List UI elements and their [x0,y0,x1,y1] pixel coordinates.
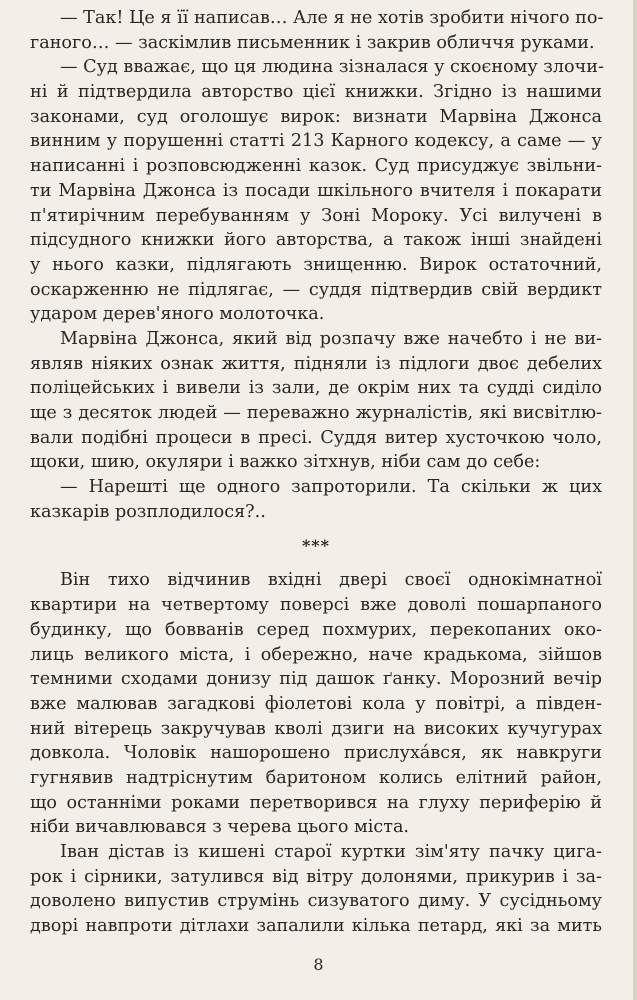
text-line: ще з десяток людей — переважно журналістів, які висвітлю- [30,403,602,423]
text-line: п'ятирічним перебуванням у Зоні Мороку. Усі вилучені в [30,205,602,226]
text-line: лиць великого міста, і обережно, наче крадькома, зійшов [30,644,602,665]
text-line: рок і сірники, затулився від вітру долонями, прикурив і за- [30,866,602,887]
text-line: підсудного книжки його авторства, а також інші знайдені [30,230,602,251]
text-line: ганого… — заскімлив письменник і закрив обличчя руками. [30,32,595,53]
text-line: вже малював загадкові фіолетові кола у повітрі, а півден- [30,693,602,714]
text-line: написанні і розповсюдженні казок. Суд присуджує звільни- [30,156,602,177]
text-line: ніби вичавлювався з черева цього міста. [30,817,410,838]
text-line: законами, суд оголошує вирок: визнати Марвіна Джонса [30,106,602,127]
text-line: ти Марвіна Джонса із посади шкільного вчителя і покарати [30,180,602,201]
text-line: Він тихо відчинив вхідні двері своєї однокімнатної [60,570,602,591]
text-line: ударом дерев'яного молоточка. [30,304,325,325]
page-number: 8 [313,955,324,974]
text-line: винним у порушенні статті 213 Карного кодексу, а саме — у [30,131,602,152]
text-line: щоки, шию, окуляри і важко зітхнув, ніби сам до себе: [30,452,541,473]
text-line: доволено випустив струмінь сизуватого диму. У сусідньому [30,891,602,912]
text-block-court-scene [30,6,602,524]
text-line: довкола. Чоловік нашорошено прислухáвся, як навкруги [30,743,602,764]
gap [30,524,602,531]
text-line: вали подібні процеси в пресі. Суддя витер хусточкою чоло, [30,427,602,448]
page-edge [633,0,637,1000]
text-line: Марвіна Джонса, який від розпачу вже начебто і не ви- [60,328,602,349]
text-line: поліцейських і вивели із зали, де окрім них та судді сиділо [30,378,602,399]
text-line: казкарів розплодилося?.. [30,501,266,522]
section-separator: *** [301,536,331,556]
text-line: квартири на четвертому поверсі вже доволі пошарпаного [30,595,602,616]
text-line: ні й підтвердила авторство цієї книжки. Згідно із нашими [30,82,602,103]
text-line: оскарженню не підлягає, — суддя підтвердив свій вердикт [30,279,602,300]
text-line: будинку, що бовванів серед похмурих, перекопаних око- [30,619,602,640]
text-block-ivan-scene [30,568,602,938]
page-text [30,6,602,939]
text-line: темними сходами донизу під дашок ґанку. Морозний вечір [30,669,602,690]
text-line: у нього казки, підлягають знищенню. Вирок остаточний, [30,254,602,275]
text-line: що останніми роками перетворився на глуху периферію й [30,792,602,813]
text-line: — Нарешті ще одного запроторили. Та скільки ж цих [60,477,602,498]
text-line: — Суд вважає, що ця людина зізналася у скоєному злочи- [60,57,604,78]
text-line: — Так! Це я її написав… Але я не хотів зробити нічого по- [60,8,604,28]
text-line: гугнявив надтріснутим баритоном колись елітний район, [30,767,602,788]
text-line: являв ніяких ознак життя, підняли із підлоги двоє дебелих [30,353,602,374]
text-line: дворі навпроти дітлахи запалили кілька петард, які за мить [30,916,602,937]
text-line: Іван дістав із кишені старої куртки зім'яту пачку цига- [60,842,602,862]
gap [30,561,602,568]
text-line: ний вітерець закручував кволі дзиги на високих кучугурах [30,718,602,739]
